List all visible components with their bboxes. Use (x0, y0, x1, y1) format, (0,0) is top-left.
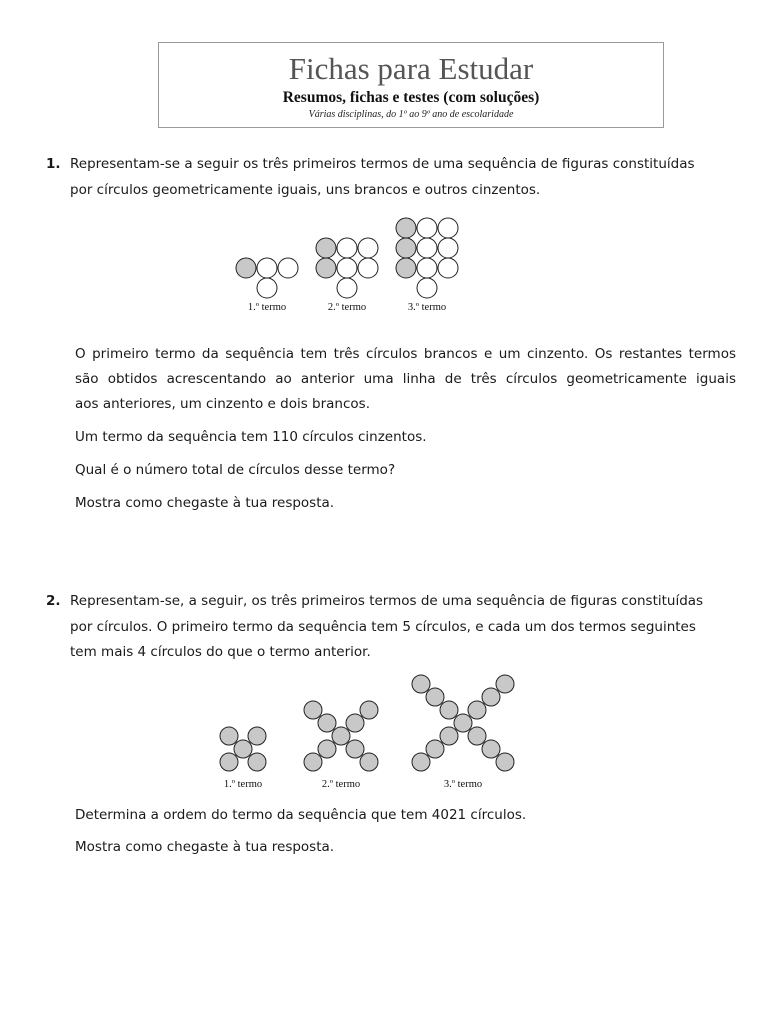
gray-circle (396, 258, 416, 278)
gray-circle (346, 714, 364, 732)
gray-circle (248, 727, 266, 745)
gray-circle (496, 753, 514, 771)
white-circle (337, 238, 357, 258)
gray-circle (482, 740, 500, 758)
q1-term2-figure (316, 238, 378, 298)
q2-intro-line1: Representam-se, a seguir, os três primeiros termos de uma sequência de figuras constituídas (70, 593, 704, 609)
gray-circle (468, 727, 486, 745)
white-circle (417, 238, 437, 258)
q2-term2-figure (304, 701, 378, 771)
gray-circle (426, 740, 444, 758)
q1-number: 1. (46, 156, 61, 172)
gray-circle (316, 258, 336, 278)
white-circle (337, 258, 357, 278)
q1-paragraph-line1: O primeiro termo da sequência tem três círculos brancos e um cinzento. Os restantes termos (75, 346, 736, 362)
gray-circle (346, 740, 364, 758)
q1-figure (228, 214, 468, 316)
gray-circle (236, 258, 256, 278)
white-circle (337, 278, 357, 298)
gray-circle (396, 238, 416, 258)
q2-figure (210, 668, 520, 792)
gray-circle (396, 218, 416, 238)
q2-number: 2. (46, 593, 61, 609)
gray-circle (332, 727, 350, 745)
q1-paragraph-line2: são obtidos acrescentando ao anterior uma linha de três círculos geometricamente iguais (75, 371, 736, 387)
white-circle (417, 278, 437, 298)
gray-circle (482, 688, 500, 706)
q2-term3-figure (412, 675, 514, 771)
gray-circle (412, 753, 430, 771)
q2-instruction: Mostra como chegaste à tua resposta. (75, 839, 335, 855)
white-circle (438, 238, 458, 258)
q2-term1-figure (220, 727, 266, 771)
q2-label-term1: 1.º termo (223, 779, 263, 790)
gray-circle (440, 701, 458, 719)
q2-label-term2: 2.º termo (321, 779, 361, 790)
q1-label-term3: 3.º termo (407, 302, 447, 313)
gray-circle (454, 714, 472, 732)
white-circle (358, 258, 378, 278)
gray-circle (360, 701, 378, 719)
header-subtitle: Resumos, fichas e testes (com soluções) (282, 89, 540, 106)
q2-intro-line3: tem mais 4 círculos do que o termo anterior. (70, 644, 371, 660)
q1-intro-line2: por círculos geometricamente iguais, uns brancos e outros cinzentos. (70, 182, 541, 198)
white-circle (438, 218, 458, 238)
header-title: Fichas para Estudar (288, 51, 534, 86)
gray-circle (318, 714, 336, 732)
gray-circle (304, 753, 322, 771)
gray-circle (468, 701, 486, 719)
header-box (158, 42, 664, 128)
gray-circle (496, 675, 514, 693)
q1-label-term1: 1.º termo (247, 302, 287, 313)
gray-circle (248, 753, 266, 771)
q2-label-term3: 3.º termo (443, 779, 483, 790)
gray-circle (426, 688, 444, 706)
gray-circle (440, 727, 458, 745)
white-circle (358, 238, 378, 258)
white-circle (257, 258, 277, 278)
white-circle (278, 258, 298, 278)
gray-circle (412, 675, 430, 693)
q2-intro-line2: por círculos. O primeiro termo da sequência tem 5 círculos, e cada um dos termos seguintes (70, 619, 696, 635)
gray-circle (234, 740, 252, 758)
gray-circle (316, 238, 336, 258)
q2-question: Determina a ordem do termo da sequência que tem 4021 círculos. (75, 807, 527, 823)
white-circle (417, 258, 437, 278)
q1-statement: Um termo da sequência tem 110 círculos cinzentos. (75, 429, 427, 445)
q1-paragraph-line3: aos anteriores, um cinzento e dois brancos. (75, 396, 370, 412)
q1-question: Qual é o número total de círculos desse termo? (75, 462, 396, 478)
gray-circle (360, 753, 378, 771)
white-circle (257, 278, 277, 298)
gray-circle (220, 727, 238, 745)
header-small-text: Várias disciplinas, do 1º ao 9º ano de escolaridade (308, 109, 514, 120)
q1-instruction: Mostra como chegaste à tua resposta. (75, 495, 335, 511)
q1-term3-figure (396, 218, 458, 298)
q1-term1-figure (236, 258, 298, 298)
gray-circle (318, 740, 336, 758)
gray-circle (304, 701, 322, 719)
white-circle (438, 258, 458, 278)
gray-circle (220, 753, 238, 771)
q1-label-term2: 2.º termo (327, 302, 367, 313)
q1-intro-line1: Representam-se a seguir os três primeiros termos de uma sequência de figuras constituídas (70, 156, 695, 172)
white-circle (417, 218, 437, 238)
